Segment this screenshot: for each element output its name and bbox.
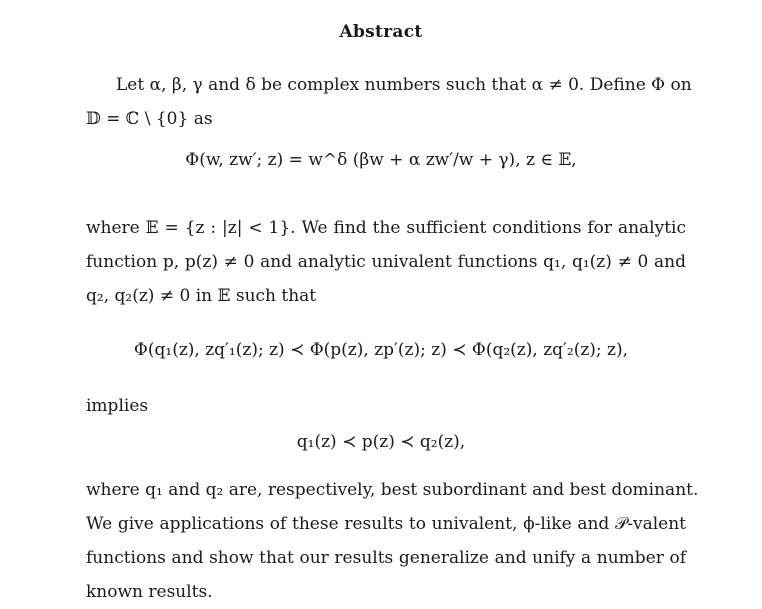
abstract-paragraph-2	[86, 211, 686, 313]
abstract-paragraph-1	[86, 68, 692, 136]
abstract-title: Abstract	[339, 22, 423, 42]
paragraph-3-line-4: known results.	[86, 582, 213, 602]
equation-phi-text: Φ(w, zw′; z) = w^δ (βw + α zw′/w + γ), z ∈ 𝔼,	[185, 150, 577, 170]
equation-subordination-chain	[0, 340, 762, 360]
implies-word: implies	[86, 396, 149, 416]
paragraph-3-line-3: functions and show that our results generalize and unify a number of	[86, 548, 686, 568]
equation-subordination-text: Φ(q₁(z), zq′₁(z); z) ≺ Φ(p(z), zp′(z); z) ≺ Φ(q₂(z), zq′₂(z); z),	[133, 340, 629, 360]
equation-sandwich-text: q₁(z) ≺ p(z) ≺ q₂(z),	[296, 432, 466, 452]
paragraph-2-line-1: where 𝔼 = {z : |z| < 1}. We find the sufficient conditions for analytic	[86, 218, 686, 238]
paragraph-1-line-1: Let α, β, γ and δ be complex numbers such that α ≠ 0. Define Φ on	[116, 75, 692, 95]
paragraph-3-line-1: where q₁ and q₂ are, respectively, best subordinant and best dominant.	[86, 480, 699, 500]
implies-paragraph	[86, 389, 686, 423]
equation-phi-definition	[0, 150, 762, 170]
paragraph-2-line-3: q₂, q₂(z) ≠ 0 in 𝔼 such that	[86, 286, 317, 306]
equation-sandwich	[0, 432, 762, 452]
paragraph-2-line-2: function p, p(z) ≠ 0 and analytic univalent functions q₁, q₁(z) ≠ 0 and	[86, 252, 686, 272]
abstract-paragraph-3	[86, 473, 699, 609]
paragraph-3-line-2: We give applications of these results to univalent, ϕ-like and 𝒫-valent	[86, 514, 686, 534]
paragraph-1-line-2: 𝔻 = ℂ \ {0} as	[86, 109, 213, 129]
